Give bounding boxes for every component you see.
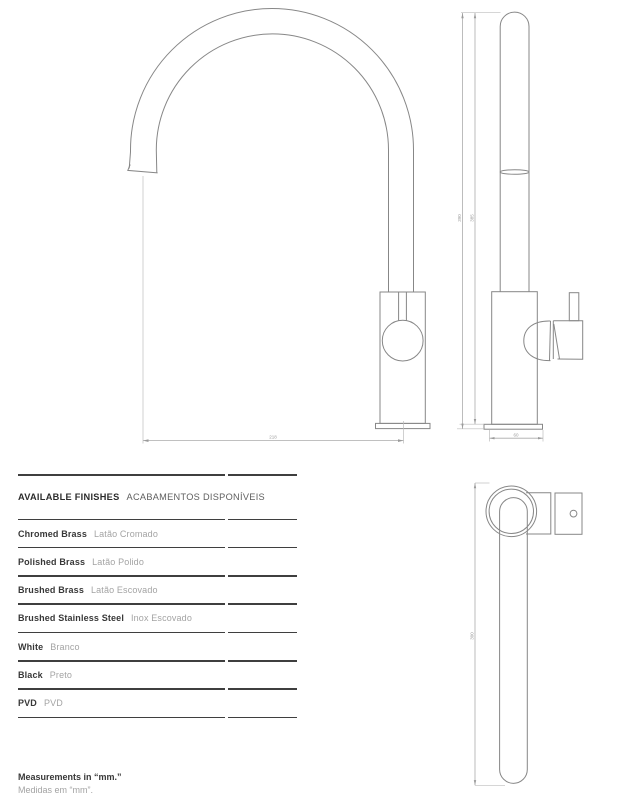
flange-inner-ring [489, 489, 533, 533]
arrowhead [474, 13, 476, 18]
table-rule [18, 547, 297, 549]
base-plate-front [376, 423, 431, 428]
finish-name-en: White [18, 641, 44, 652]
flange-outer-ring [486, 486, 537, 537]
table-rule [18, 717, 297, 719]
spout-inner-arc [156, 34, 388, 292]
spout-outlet [128, 165, 158, 173]
table-rule [18, 632, 297, 634]
measurement-note [18, 771, 122, 796]
arrowhead [398, 439, 404, 442]
faucet-body-front [380, 292, 425, 423]
finishes-header-en: AVAILABLE FINISHES [18, 492, 120, 503]
cartridge-circle [382, 320, 423, 361]
finish-name-pt: PVD [43, 698, 63, 709]
arrowhead [538, 437, 543, 439]
table-rule [18, 660, 297, 662]
reach-dimension-label: 218 [269, 434, 277, 440]
finish-name-pt: Inox Escovado [131, 613, 192, 624]
faucet-top-view [470, 483, 582, 785]
finish-name-pt: Latão Escovado [90, 585, 158, 596]
arrowhead [474, 780, 476, 785]
handle-block-plan [555, 493, 582, 534]
finish-row-brushed-brass [18, 577, 297, 604]
finish-row-polished-brass [18, 548, 297, 575]
handle-lever [553, 321, 582, 360]
finishes-header-row [18, 476, 297, 519]
measurement-note-en: Measurements in “mm.” [18, 772, 122, 782]
finish-name-en: Black [18, 669, 43, 680]
table-rule [18, 575, 297, 577]
finish-row-pvd [18, 690, 297, 717]
arrowhead [474, 483, 476, 488]
extension-line [490, 430, 544, 442]
handle-stem [569, 293, 579, 321]
handle-joint-seam [550, 321, 551, 361]
finish-name-pt: Branco [50, 641, 80, 652]
finish-name-pt: Latão Cromado [93, 528, 158, 539]
spout-tube-side [500, 12, 529, 292]
available-finishes-table [18, 474, 297, 718]
faucet-front-view [128, 8, 430, 443]
spout-outer-arc [129, 8, 413, 292]
base-plate-side [484, 424, 543, 429]
body-pipe-seam [399, 292, 407, 321]
finish-row-white [18, 633, 297, 660]
finish-name-en: Polished Brass [18, 556, 86, 567]
finish-row-brushed-stainless-steel [18, 605, 297, 632]
finish-name-en: PVD [18, 698, 37, 709]
table-rule [18, 603, 297, 605]
arrowhead [490, 437, 495, 439]
finish-name-pt: Preto [49, 669, 73, 680]
finish-name-en: Chromed Brass [18, 528, 87, 539]
length-dimension-label: 300 [469, 632, 475, 640]
spout-joint-seam [500, 170, 529, 175]
arrowhead [461, 13, 463, 18]
finish-name-pt: Latão Polido [92, 556, 144, 567]
base-dimension-label: 60 [513, 432, 519, 438]
finish-name-en: Brushed Stainless Steel [18, 613, 124, 624]
table-rule [18, 688, 297, 690]
finishes-header-pt: ACABAMENTOS DISPONÍVEIS [126, 492, 265, 503]
height-dimension-label-total: 390 [457, 214, 462, 222]
table-rule [18, 519, 297, 521]
handle-joint-bulge [524, 321, 551, 361]
arrowhead [461, 424, 463, 429]
handle-connector-plan [526, 493, 551, 534]
finish-name-en: Brushed Brass [18, 585, 84, 596]
faucet-side-view [457, 12, 583, 441]
finish-row-chromed-brass [18, 520, 297, 547]
arrowhead [143, 439, 149, 442]
height-dimension-label-body: 385 [469, 214, 475, 222]
finish-row-black [18, 662, 297, 689]
spout-plan-outline [500, 498, 528, 784]
arrowhead [474, 419, 476, 424]
faucet-body-side [492, 292, 538, 425]
handle-lever-seam [554, 324, 560, 359]
table-rule [18, 474, 297, 476]
measurement-note-pt: Medidas em “mm”. [18, 784, 94, 795]
handle-screw-hole [570, 510, 577, 517]
